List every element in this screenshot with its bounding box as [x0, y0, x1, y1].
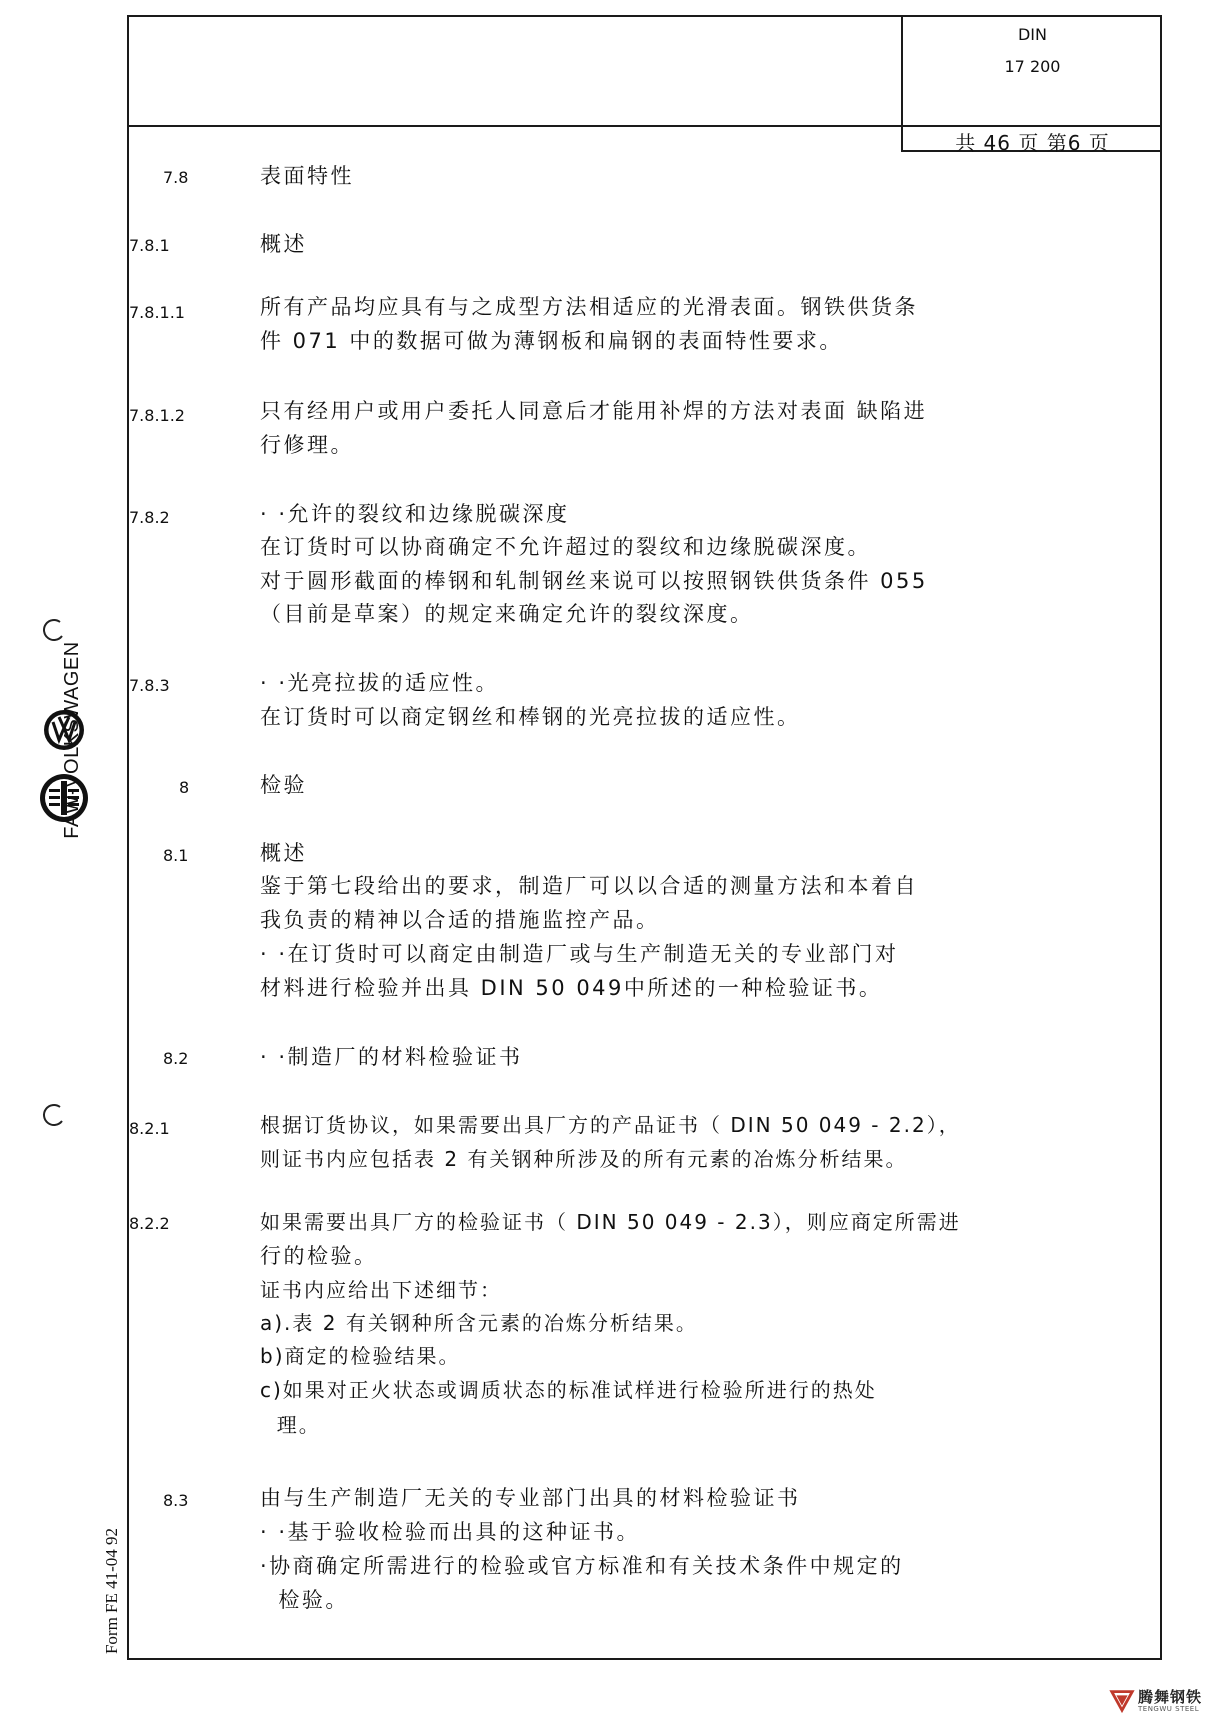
text-line: 所有产品均应具有与之成型方法相适应的光滑表面。钢铁供货条 — [260, 295, 918, 319]
section-number: 7.8.1.2 — [129, 406, 185, 425]
text-line: 材料进行检验并出具 DIN 50 049中所述的一种检验证书。 — [260, 976, 883, 1000]
page-info: 共 46 页 第6 页 — [955, 131, 1110, 155]
din-number: 17 200 — [1004, 57, 1061, 76]
section-heading: 表面特性 — [260, 164, 354, 188]
text-line: 行的检验。 — [260, 1244, 378, 1268]
section-number: 7.8.2 — [129, 508, 170, 527]
text-line: b)商定的检验结果。 — [260, 1344, 461, 1368]
punch-hole-mark — [40, 1103, 66, 1129]
text-line: 理。 — [260, 1413, 321, 1437]
text-line: 证书内应给出下述细节： — [260, 1278, 502, 1302]
text-line: 我负责的精神以合适的措施监控产品。 — [260, 908, 660, 932]
din-header-box — [901, 15, 1162, 155]
brand-name-vertical: FAW-VOLKSWAGEN — [61, 641, 83, 839]
text-line: 对于圆形截面的棒钢和轧制钢丝来说可以按照钢铁供货条件 055 — [260, 569, 928, 593]
section-heading: 概述 — [260, 232, 307, 256]
section-number: 7.8.3 — [129, 676, 170, 695]
text-line: 鉴于第七段给出的要求，制造厂可以以合适的测量方法和本着自 — [260, 874, 918, 898]
form-code-vertical: Form FE 41-04 92 — [102, 1527, 121, 1655]
text-line: 根据订货协议，如果需要出具厂方的产品证书（ DIN 50 049 - 2.2）， — [260, 1113, 961, 1137]
watermark-name: 腾舞钢铁 — [1138, 1688, 1203, 1706]
section-heading: · ·制造厂的材料检验证书 — [260, 1045, 523, 1069]
text-line: （目前是草案）的规定来确定允许的裂纹深度。 — [260, 602, 754, 626]
text-line: 概述 — [260, 841, 307, 865]
text-line: 由与生产制造厂无关的专业部门出具的材料检验证书 — [260, 1486, 801, 1510]
section-number: 8.2.2 — [129, 1214, 170, 1233]
text-line: a).表 2 有关钢种所含元素的冶炼分析结果。 — [260, 1311, 698, 1335]
text-line: 则证书内应包括表 2 有关钢种所涉及的所有元素的冶炼分析结果。 — [260, 1147, 908, 1171]
text-line: · ·基于验收检验而出具的这种证书。 — [260, 1520, 641, 1544]
text-line: 件 071 中的数据可做为薄钢板和扁钢的表面特性要求。 — [260, 329, 843, 353]
section-number: 7.8 — [163, 168, 189, 187]
text-line: ·协商确定所需进行的检验或官方标准和有关技术条件中规定的 — [260, 1554, 904, 1578]
section-number: 8.3 — [163, 1491, 189, 1510]
watermark-logo-icon — [1108, 1686, 1136, 1714]
text-line: 如果需要出具厂方的检验证书（ DIN 50 049 - 2.3），则应商定所需进 — [260, 1210, 961, 1234]
text-line: 在订货时可以商定钢丝和棒钢的光亮拉拔的适应性。 — [260, 705, 801, 729]
text-line: c)如果对正火状态或调质状态的标准试样进行检验所进行的热处 — [260, 1378, 877, 1402]
text-line: · ·光亮拉拔的适应性。 — [260, 671, 500, 695]
section-heading: 检验 — [260, 773, 307, 797]
section-number: 7.8.1.1 — [129, 303, 185, 322]
text-line: · ·在订货时可以商定由制造厂或与生产制造无关的专业部门对 — [260, 942, 899, 966]
text-line: 在订货时可以协商确定不允许超过的裂纹和边缘脱碳深度。 — [260, 535, 871, 559]
text-line: 只有经用户或用户委托人同意后才能用补焊的方法对表面 缺陷进 — [260, 399, 928, 423]
section-number: 8.2.1 — [129, 1119, 170, 1138]
section-number: 7.8.1 — [129, 236, 170, 255]
din-label: DIN — [1017, 25, 1047, 44]
section-number: 8.2 — [163, 1049, 189, 1068]
watermark-subtitle: TENGWU STEEL — [1138, 1705, 1200, 1713]
section-number: 8 — [179, 778, 190, 797]
text-line: · ·允许的裂纹和边缘脱碳深度 — [260, 502, 570, 526]
section-number: 8.1 — [163, 846, 189, 865]
text-line: 检验。 — [260, 1588, 349, 1612]
text-line: 行修理。 — [260, 433, 354, 457]
